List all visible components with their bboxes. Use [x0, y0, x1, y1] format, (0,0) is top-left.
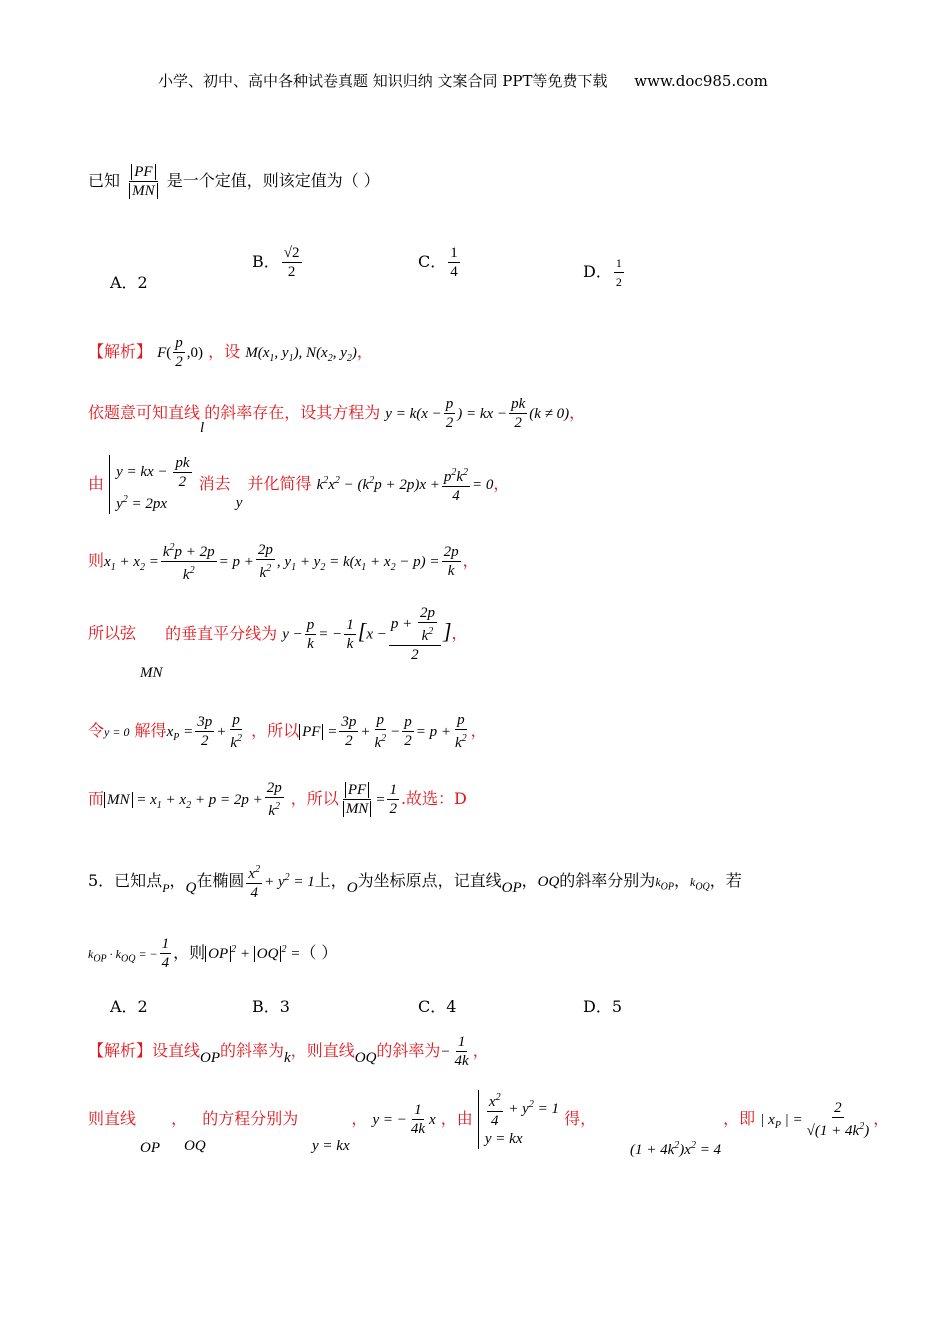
q4-sol-line4: 则$x_1 + x_2$ = $\frac{k^2p + 2p}{k^2}$ = p + $\frac{2p}{k^2}$ , $y_1 + y_2 = k(x_1 + x_2 - p)$ = $\frac{2p}{k}$ ，	[88, 542, 479, 583]
header-site: www.doc985.com	[634, 72, 768, 90]
q4-option-c: C． $\frac{1}{4}$	[418, 245, 458, 280]
q4-sol-line1: 【解析】 F( $\frac{p}{2}$ ,0) ，设 $M(x_1$, $y_1$), $N(x_2$, $y_2$)，	[88, 335, 373, 370]
q4-sol-line3: 由 y = kx − $\frac{pk}{2}$ $y^2 = 2px$ 消去 y 并化简得 $k^2x^2 - (k^2p + 2p)x$ + $\frac{p^2k^2}{4}$ = 0，	[88, 455, 510, 512]
q4-option-d: D． $\frac{1}{2}$	[583, 256, 622, 289]
q5-sol-line1: 【解析】设直线OP的斜率为k，则直线OQ的斜率为− $\frac{1}{4k}$ ，	[88, 1034, 489, 1069]
q5-stem-line1: 5．已知点$_P$，Q在椭圆 $\frac{x^2}{4}$ + $y^2 = 1$上，O为坐标原点，记直线OP，OQ的斜率分别为$k_{OP}$，$k_{OQ}$，若	[88, 864, 742, 901]
q5-sol-line2: 则直线 OP OQ ， 的方程分别为 y = kx ， y = − $\frac{1}{4k}$ x ，由 $\frac{x^2}{4}$ + $y^2 = 1$ y = kx 得， $(1 + 4k^2)x^2 = 4$ ，即 | $x_P$ | = $\frac{2}{√(1 + 4k^2)}$ ，	[88, 1092, 890, 1158]
page-header	[158, 70, 768, 91]
ratio-fraction: $\frac{PF}{MN}$	[127, 164, 160, 199]
q4-stem-prefix: 已知	[88, 171, 121, 190]
q4-option-b: B． $\frac{√2}{2}$	[252, 245, 300, 280]
q4-option-a: A．2	[110, 273, 148, 292]
header-text: 小学、初中、高中各种试卷真题 知识归纳 文案合同 PPT等免费下载	[158, 72, 608, 90]
q5-stem-line2: $k_{OP} \cdot k_{OQ}$ = − $\frac{1}{4}$ ，则 OP $^2$ + OQ $^2$ =（ ）	[88, 936, 338, 971]
q4-stem-suffix: 是一个定值，则该定值为（ ）	[166, 171, 380, 190]
q4-sol-line5: 所以弦 MN 的垂直平分线为 y − $\frac{p}{k}$ = − $\frac{1}{k}$ [x − p + $\frac{2p}{k^2}$ 2 ]，	[88, 605, 468, 681]
q5-option-a: A．2	[110, 997, 148, 1016]
q5-option-c: C．4	[418, 997, 457, 1016]
q4-stem	[88, 164, 380, 199]
q4-sol-line2: 依题意可知直线l的斜率存在，设其方程为 y = k(x − $\frac{p}{2}$ ) = kx − $\frac{pk}{2}$ (k ≠ 0)，	[88, 396, 586, 436]
q5-option-b: B．3	[252, 997, 290, 1016]
q4-sol-line7: 而 MN = $x_1 + x_2 + p = 2p$ + $\frac{2p}{k^2}$ ，所以 $\frac{PF}{MN}$ = $\frac{1}{2}$ .故选：D	[88, 780, 467, 819]
q4-sol-line6: 令y = 0 解得$x_P$ = $\frac{3p}{2}$ + $\frac{p}{k^2}$ ，所以 PF = $\frac{3p}{2}$ + $\frac{p}{k^2}$ − $\frac{p}{2}$ = p + $\frac{p}{k^2}$ ，	[88, 712, 487, 751]
q5-option-d: D．5	[583, 997, 623, 1016]
